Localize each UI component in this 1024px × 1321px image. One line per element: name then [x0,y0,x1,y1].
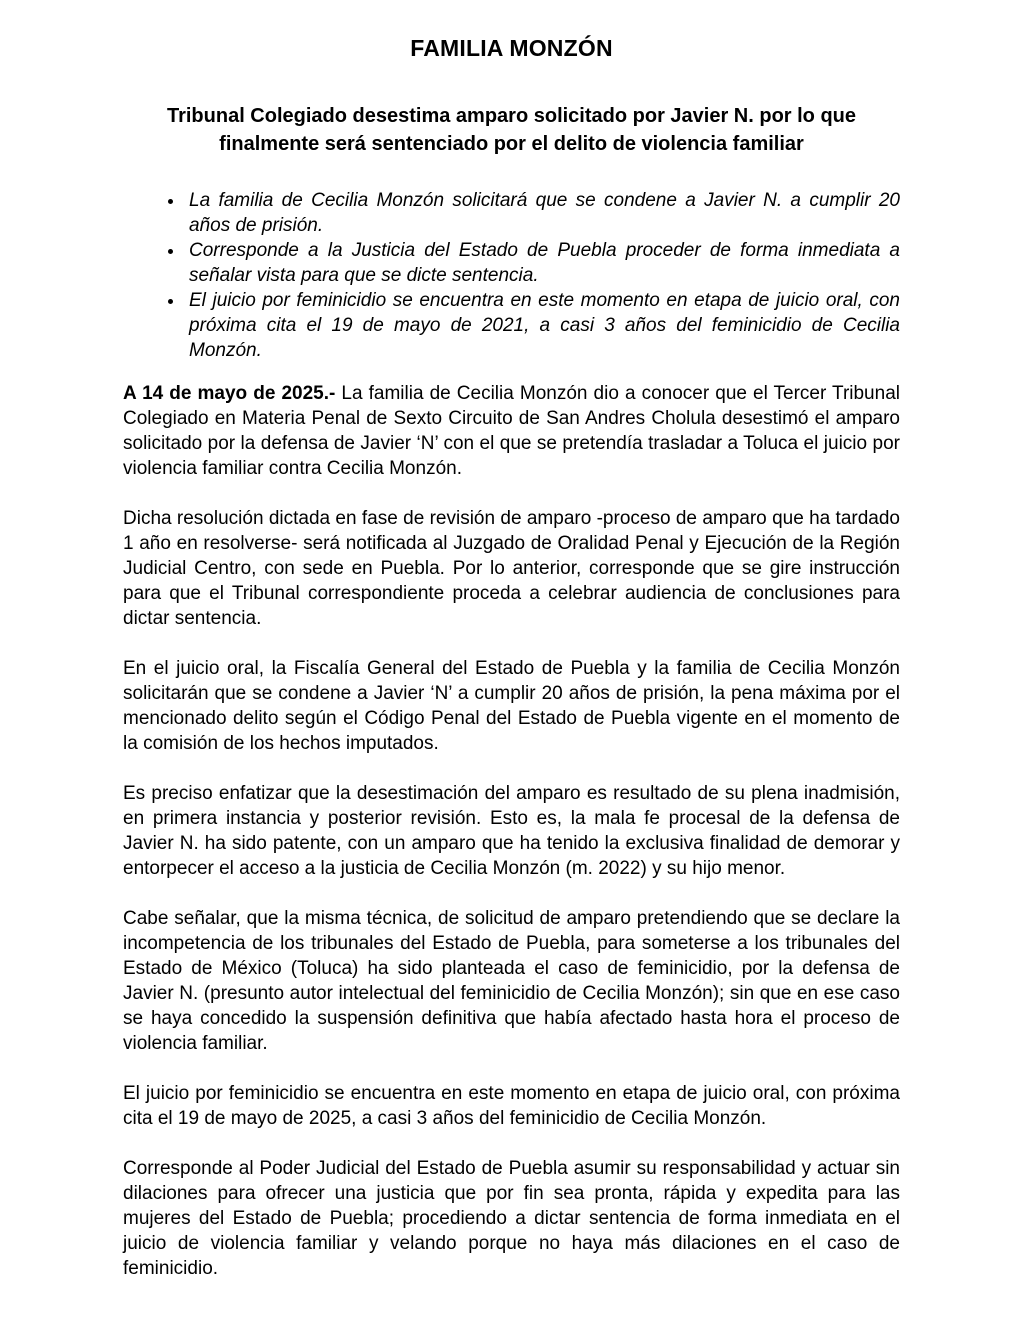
paragraph-femicide-trial-status: El juicio por feminicidio se encuentra en este momento en etapa de juicio oral, con próxima cita el 19 de mayo de 2025, a casi 3 años del feminicidio de Cecilia Monzón. [123,1083,900,1129]
paragraph-judicial-responsibility: Corresponde al Poder Judicial del Estado de Puebla asumir su responsabilidad y actuar sin dilaciones para ofrecer una justicia que por fin sea pronta, rápida y expedita para las mujeres del Estado de Puebla; procediendo a dictar sentencia de forma inmediata en el juicio de violencia familiar y velando porque no haya más dilaciones en el caso de feminicidio. [123,1158,900,1279]
bullet-item-sentence-request: • La familia de Cecilia Monzón solicitará que se condene a Javier N. a cumplir 20 años de prisión. [185,188,900,238]
bullet-item-puebla-justice: • Corresponde a la Justicia del Estado de Puebla proceder de forma inmediata a señalar vista para que se dicte sentencia. [185,238,900,288]
dateline: A 14 de mayo de 2025.- [123,383,336,404]
bullet-item-femicide-trial: • El juicio por feminicidio se encuentra en este momento en etapa de juicio oral, con próxima cita el 19 de mayo de 2021, a casi 3 años del feminicidio de Cecilia Monzón. [185,288,900,363]
summary-bullet-list [123,188,900,363]
paragraph-resolution-notice: Dicha resolución dictada en fase de revisión de amparo -proceso de amparo que ha tardado 1 año en resolverse- será notificada al Juzgado de Oralidad Penal y Ejecución de la Región Judicial Centro, con sede en Puebla. Por lo anterior, corresponde que se gire instrucción para que el Tribunal correspondiente proceda a celebrar audiencia de conclusiones para dictar sentencia. [123,508,900,629]
paragraph-dateline [123,381,900,481]
paragraph-text: La familia de Cecilia Monzón dio a conocer que el Tercer Tribunal Colegiado en Materia Penal de Sexto Circuito de San Andres Cholula desestimó el amparo solicitado por la defensa de Javier ‘N’ con el que se pretendía trasladar a Toluca el juicio por violencia familiar contra Cecilia Monzón. [123,383,900,479]
paragraph-amparo-dismissal: Es preciso enfatizar que la desestimación del amparo es resultado de su plena inadmisión, en primera instancia y posterior revisión. Esto es, la mala fe procesal de la defensa de Javier N. ha sido patente, con un amparo que ha tenido la exclusiva finalidad de demorar y entorpecer el acceso a la justicia de Cecilia Monzón (m. 2022) y su hijo menor. [123,783,900,879]
document-subtitle: Tribunal Colegiado desestima amparo solicitado por Javier N. por lo que finalmente será sentenciado por el delito de violencia familiar [166,105,857,155]
document-title: FAMILIA MONZÓN [410,35,613,61]
paragraph-oral-trial-sentence: En el juicio oral, la Fiscalía General del Estado de Puebla y la familia de Cecilia Monzón solicitarán que se condene a Javier ‘N’ a cumplir 20 años de prisión, la pena máxima por el mencionado delito según el Código Penal del Estado de Puebla vigente en el momento de la comisión de los hechos imputados. [123,658,900,754]
paragraph-same-technique: Cabe señalar, que la misma técnica, de solicitud de amparo pretendiendo que se declare la incompetencia de los tribunales del Estado de Puebla, para someterse a los tribunales del Estado de México (Toluca) ha sido planteada el caso de feminicidio, por la defensa de Javier N. (presunto autor intelectual del feminicidio de Cecilia Monzón); sin que en ese caso se haya concedido la suspensión definitiva que había afectado hasta hora el proceso de violencia familiar. [123,908,900,1054]
